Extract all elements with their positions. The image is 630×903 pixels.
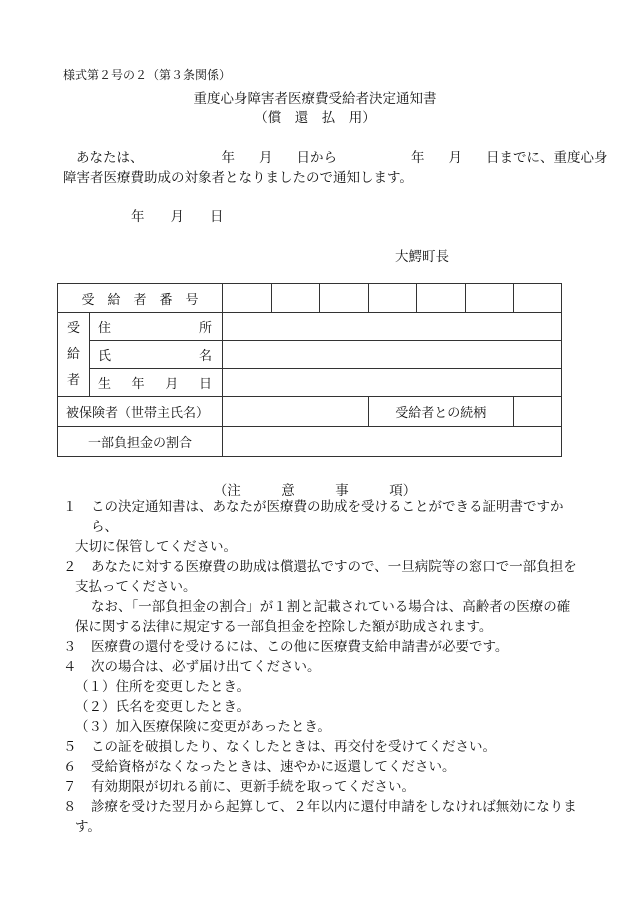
recipient-number-digit[interactable] (320, 284, 369, 313)
issuer-name: 大鰐町長 (395, 249, 449, 265)
recipient-number-label: 受 給 者 番 号 (58, 284, 223, 313)
date-year: 年 (131, 209, 145, 225)
intro-year-1: 年 (221, 150, 235, 166)
note-item: ４ 次の場合は、必ず届け出てください。 (63, 659, 321, 675)
copay-ratio-label: 一部負担金の割合 (58, 427, 223, 457)
document-title: 重度心身障害者医療費受給者決定通知書 (193, 91, 437, 107)
note-subitem: （２）氏名を変更したとき。 (75, 699, 250, 715)
issue-date-line (131, 205, 224, 225)
birthdate-field[interactable] (223, 369, 562, 397)
notes-list (63, 497, 583, 837)
relation-label: 受給者との続柄 (368, 397, 514, 427)
relation-field[interactable] (514, 397, 562, 427)
note-item: ８ 診療を受けた翌月から起算して、２年以内に還付申請をしなければ無効になりま (63, 799, 577, 815)
note-continuation: 支払ってください。 (75, 579, 197, 595)
intro-month-2: 月 (448, 150, 462, 166)
name-label: 氏 名 (90, 341, 223, 369)
date-month: 月 (170, 209, 184, 225)
notes-heading: （注 意 事 項） (213, 483, 417, 499)
note-item: ２ あなたに対する医療費の助成は償還払ですので、一旦病院等の窓口で一部負担を (63, 559, 577, 575)
recipient-number-digit[interactable] (514, 284, 562, 313)
recipient-number-digit[interactable] (271, 284, 320, 313)
form-identifier: 様式第２号の２（第３条関係） (63, 68, 232, 82)
insured-person-field[interactable] (223, 397, 369, 427)
recipient-group-label: 受 給 者 (58, 313, 90, 397)
intro-until: 日までに、重度心身 (486, 150, 608, 166)
address-label: 住 所 (90, 313, 223, 341)
intro-line-2: 障害者医療費助成の対象者となりましたので通知します。 (63, 170, 413, 186)
note-continuation: 大切に保管してください。 (75, 539, 237, 555)
note-continuation: す。 (75, 819, 101, 835)
note-subitem: （３）加入医療保険に変更があったとき。 (75, 719, 331, 735)
note-item: ５ この証を破損したり、なくしたときは、再交付を受けてください。 (63, 739, 496, 755)
recipient-number-digit[interactable] (368, 284, 417, 313)
recipient-number-digit[interactable] (223, 284, 272, 313)
document-subtitle: （償 還 払 用） (254, 110, 376, 126)
note-paragraph: なお、「一部負担金の割合」が１割と記載されている場合は、高齢者の医療の確 (91, 599, 571, 615)
note-paragraph-continuation: 保に関する法律に規定する一部負担金を控除した額が助成されます。 (75, 619, 493, 635)
name-field[interactable] (223, 341, 562, 369)
insured-person-label: 被保険者（世帯主氏名） (58, 397, 223, 427)
birthdate-label: 生 年 月 日 (90, 369, 223, 397)
address-field[interactable] (223, 313, 562, 341)
intro-year-2: 年 (411, 150, 425, 166)
note-item: １ この決定通知書は、あなたが医療費の助成を受けることができる証明書ですから、 (63, 499, 564, 535)
intro-line-1 (76, 146, 608, 166)
note-item: ７ 有効期限が切れる前に、更新手続を取ってください。 (63, 779, 415, 795)
date-day: 日 (210, 209, 224, 225)
note-item: ６ 受給資格がなくなったときは、速やかに返還してください。 (63, 759, 456, 775)
recipient-number-digit[interactable] (465, 284, 514, 313)
note-item: ３ 医療費の還付を受けるには、この他に医療費支給申請書が必要です。 (63, 639, 509, 655)
intro-lead: あなたは、 (76, 150, 144, 166)
recipient-info-table (57, 283, 562, 457)
intro-month-1: 月 (259, 150, 273, 166)
note-subitem: （１）住所を変更したとき。 (75, 679, 250, 695)
intro-from: 日から (296, 150, 337, 166)
recipient-number-digit[interactable] (417, 284, 466, 313)
copay-ratio-field[interactable] (223, 427, 562, 457)
